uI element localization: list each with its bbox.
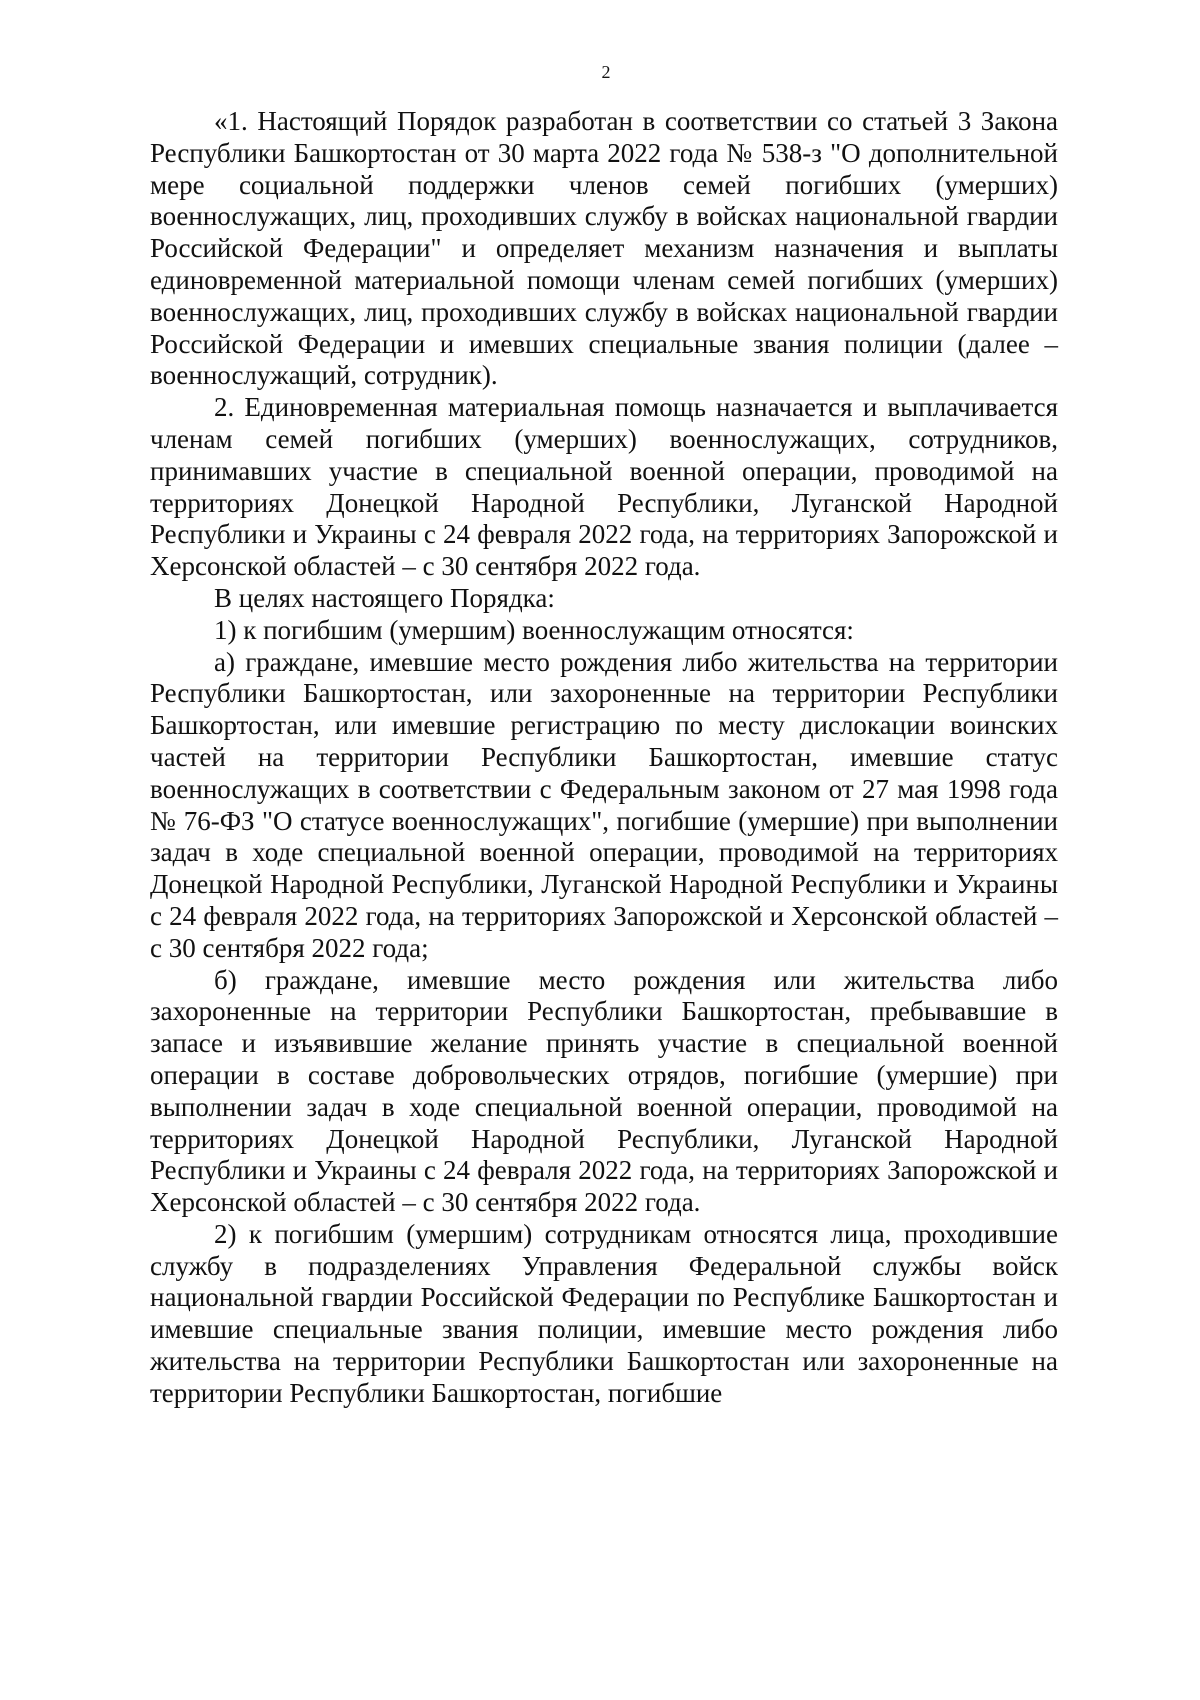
page-number: 2 xyxy=(601,62,611,82)
paragraph-definitions-intro: В целях настоящего Порядка: xyxy=(214,582,555,613)
document-body xyxy=(150,106,1058,1410)
paragraph-item-b: б) граждане, имевшие место рождения или жительства либо захороненные на территории Республики Башкортостан, пребывавшие в запасе и изъявившие желание принять участие в специальной военной операции в составе добровольческих отрядов, погибшие (умершие) при выполнении задач в ходе специальной военной операции, проводимой на территориях Донецкой Народной Республики, Луганской Народной Республики и Украины с 24 февраля 2022 года, на территориях Запорожской и Херсонской областей – с 30 сентября 2022 года. xyxy=(150,964,1058,1218)
paragraph-employees: 2) к погибшим (умершим) сотрудникам относятся лица, проходившие службу в подразделениях Управления Федеральной службы войск национальной гвардии Российской Федерации по Республике Башкортостан и имевшие специальные звания полиции, имевшие место рождения либо жительства на территории Республики Башкортостан или захороненные на территории Республики Башкортостан, погибшие xyxy=(150,1218,1058,1408)
paragraph-2-assistance: 2. Единовременная материальная помощь назначается и выплачивается членам семей погибших (умерших) военнослужащих, сотрудников, принимавших участие в специальной военной операции, проводимой на территориях Донецкой Народной Республики, Луганской Народной Республики и Украины с 24 февраля 2022 года, на территориях Запорожской и Херсонской областей – с 30 сентября 2022 года. xyxy=(150,392,1058,582)
paragraph-servicemen-heading: 1) к погибшим (умершим) военнослужащим относятся: xyxy=(214,614,854,645)
paragraph-1-purpose: «1. Настоящий Порядок разработан в соответствии со статьей 3 Закона Республики Башкортостан от 30 марта 2022 года № 538-з "О дополнительной мере социальной поддержки членов семей погибших (умерших) военнослужащих, лиц, проходивших службу в войсках национальной гвардии Российской Федерации" и определяет механизм назначения и выплаты единовременной материальной помощи членам семей погибших (умерших) военнослужащих, лиц, проходивших службу в войсках национальной гвардии Российской Федерации и имевших специальные звания полиции (далее – военнослужащий, сотрудник). xyxy=(150,106,1058,391)
paragraph-item-a: а) граждане, имевшие место рождения либо жительства на территории Республики Башкортостан, или захороненные на территории Республики Башкортостан, или имевшие регистрацию по месту дислокации воинских частей на территории Республики Башкортостан, имевшие статус военнослужащих в соответствии с Федеральным законом от 27 мая 1998 года № 76-ФЗ "О статусе военнослужащих", погибшие (умершие) при выполнении задач в ходе специальной военной операции, проводимой на территориях Донецкой Народной Республики, Луганской Народной Республики и Украины с 24 февраля 2022 года, на территориях Запорожской и Херсонской областей – с 30 сентября 2022 года; xyxy=(150,646,1058,963)
